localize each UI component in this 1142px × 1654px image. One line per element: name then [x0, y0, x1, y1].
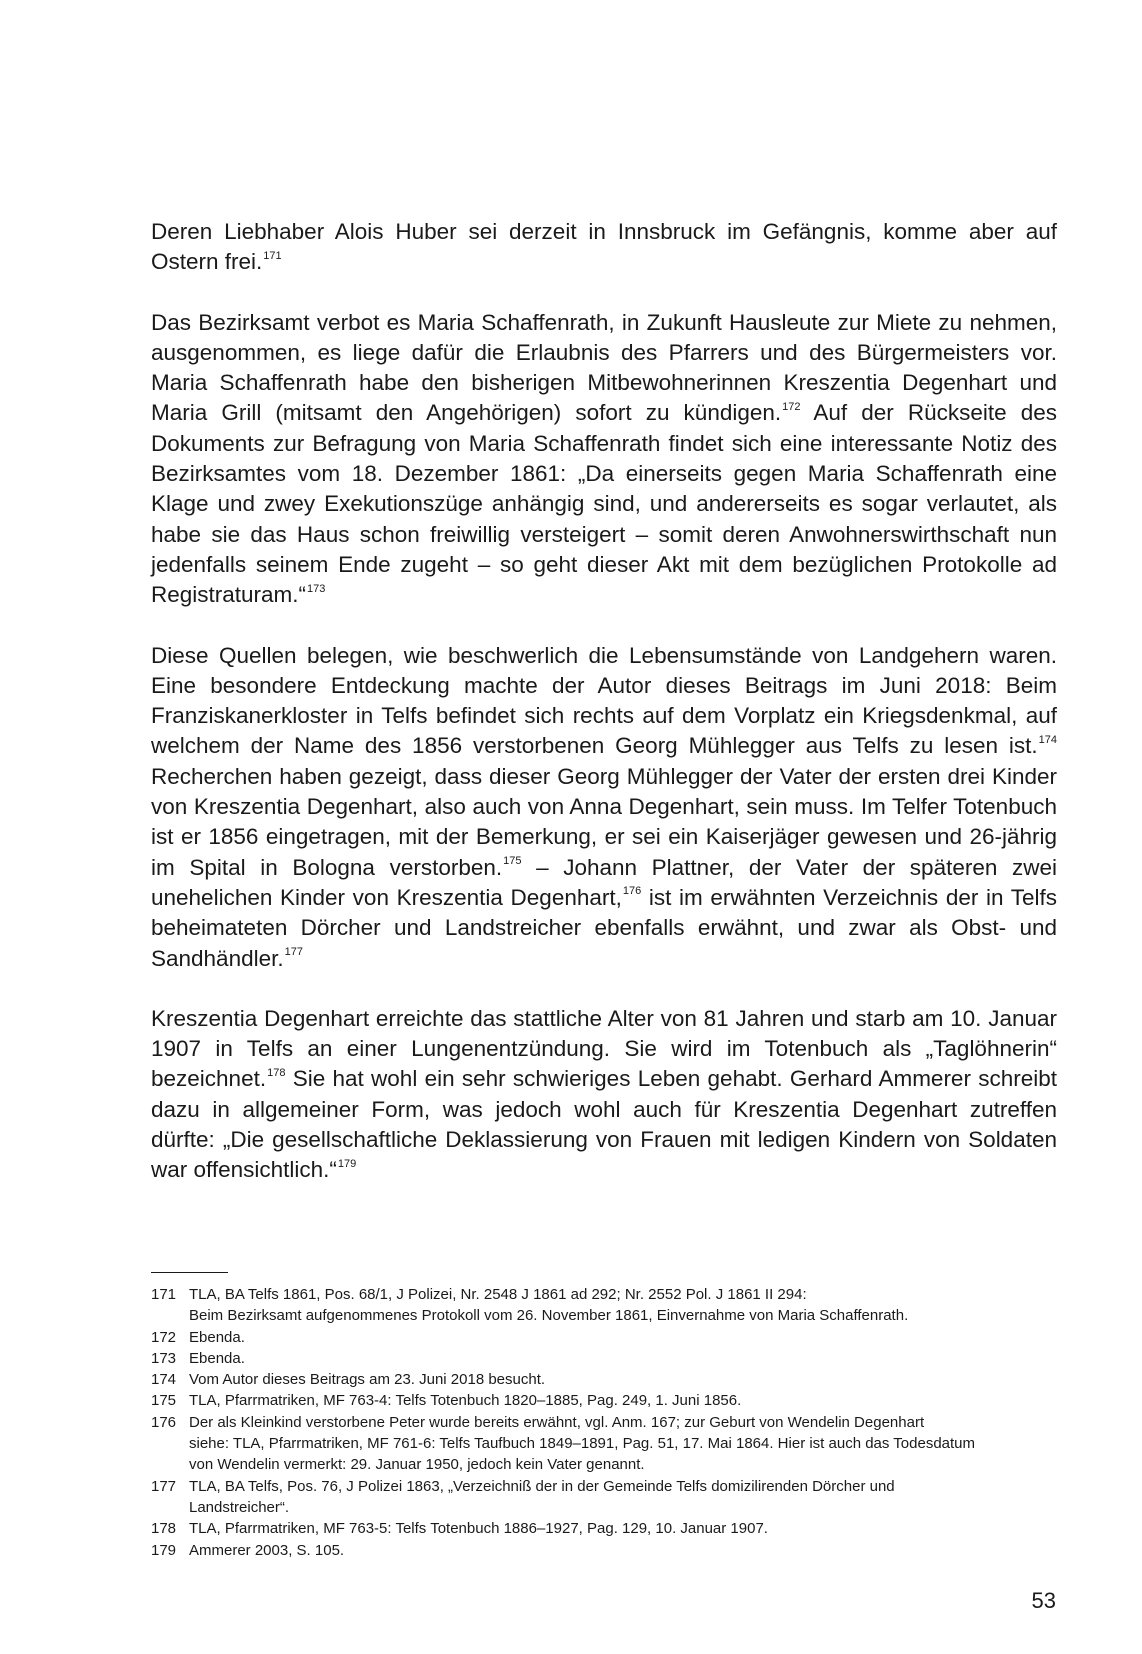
- footnote-text: [189, 1476, 1057, 1519]
- footnote-line: TLA, Pfarrmatriken, MF 763-5: Telfs Totenbuch 1886–1927, Pag. 129, 10. Januar 1907.: [189, 1520, 768, 1538]
- footnote-line: Ebenda.: [189, 1349, 245, 1367]
- footnote-reference: 178: [267, 1066, 286, 1079]
- footnote: [151, 1412, 1057, 1476]
- footnote-line: TLA, Pfarrmatriken, MF 763-4: Telfs Totenbuch 1820–1885, Pag. 249, 1. Juni 1856.: [189, 1392, 742, 1410]
- footnote: [151, 1369, 1057, 1390]
- footnote: [151, 1476, 1057, 1519]
- footnote: [151, 1348, 1057, 1369]
- footnote-line: siehe: TLA, Pfarrmatriken, MF 761-6: Telfs Taufbuch 1849–1891, Pag. 51, 17. Mai 1864. Hier ist auch das Todesdatum: [189, 1435, 976, 1453]
- footnote-number: 177: [151, 1477, 177, 1495]
- page-number: 53: [1031, 1588, 1056, 1613]
- footnote-number: 179: [151, 1541, 177, 1559]
- paragraph: [151, 217, 1057, 278]
- footnote-text: [189, 1348, 1057, 1369]
- footnote-divider: [151, 1272, 228, 1273]
- footnote: [151, 1518, 1057, 1539]
- footnote-text: [189, 1390, 1057, 1411]
- footnote: [151, 1390, 1057, 1411]
- paragraph-text: Recherchen haben gezeigt, dass dieser Georg Mühlegger der Vater der ersten drei Kinder von Kreszentia Degenhart, also auch von Anna Degenhart, sein muss. Im Telfer Totenbuch ist er 1856 eingetragen, mit der Bemerkung, er sei ein Kaiserjäger gewesen und 26-jährig im Spital in Bologna verstorben.: [151, 763, 1057, 880]
- footnote-reference: 175: [503, 855, 522, 868]
- paragraph-text: Diese Quellen belegen, wie beschwerlich die Lebensumstände von Landgehern waren. Eine besondere Entdeckung machte der Autor dieses Beitrags im Juni 2018: Beim Franziskanerkloster in Telfs befindet sich rechts auf dem Vorplatz ein Kriegsdenkmal, auf welchem der Name des 1856 verstorbenen Georg Mühlegger aus Telfs zu lesen ist.: [151, 642, 1057, 759]
- footnote-line: TLA, BA Telfs 1861, Pos. 68/1, J Polizei, Nr. 2548 J 1861 ad 292; Nr. 2552 Pol. J 1861 II 294:: [189, 1286, 807, 1303]
- footnote-text: [189, 1518, 1057, 1539]
- footnote-number: 171: [151, 1286, 177, 1303]
- paragraph-text: Das Bezirksamt verbot es Maria Schaffenrath, in Zukunft Hausleute zur Miete zu nehmen, ausgenommen, es liege dafür die Erlaubnis des Pfarrers und des Bürgermeisters vor. Maria Schaffenrath habe den bisherigen Mitbewohnerinnen Kreszentia Degenhart und Maria Grill (mitsamt den Angehörigen) sofort zu kündigen.: [151, 309, 1057, 426]
- footnote-text: [189, 1412, 1057, 1476]
- paragraph: [151, 1004, 1057, 1186]
- body-text: [151, 217, 1057, 1186]
- footnote-line: Beim Bezirksamt aufgenommenes Protokoll vom 26. November 1861, Einvernahme von Maria Schaffenrath.: [189, 1307, 909, 1325]
- footnote-number: 174: [151, 1371, 177, 1389]
- paragraph-text: Sie hat wohl ein sehr schwieriges Leben gehabt. Gerhard Ammerer schreibt dazu in allgemeiner Form, was jedoch wohl auch für Kreszentia Degenhart zutreffen dürfte: „Die gesellschaftliche Deklassierung von Frauen mit ledigen Kindern von Soldaten war offensichtlich.“: [151, 1066, 1057, 1183]
- footnote-text: [189, 1369, 1057, 1390]
- footnote-line: Der als Kleinkind verstorbene Peter wurde bereits erwähnt, vgl. Anm. 167; zur Geburt von Wendelin Degenhart: [189, 1413, 925, 1431]
- footnote-reference: 179: [337, 1157, 357, 1170]
- footnote-line: Ebenda.: [189, 1328, 245, 1346]
- footnote-reference: 172: [782, 400, 801, 413]
- paragraph-text: Auf der Rückseite des Dokuments zur Befragung von Maria Schaffenrath findet sich eine interessante Notiz des Bezirksamtes vom 18. Dezember 1861: „Da einerseits gegen Maria Schaffenrath eine Klage und zwey Exekutionszüge anhängig sind, und andererseits es sogar verlautet, als habe sie das Haus schon freiwillig versteigert – somit deren Anwohnerswirthschaft nun jedenfalls seinem Ende zugeht – so geht dieser Akt mit dem bezüglichen Protokolle ad Registraturam.“: [151, 400, 1057, 608]
- footnote-reference: 176: [622, 885, 642, 898]
- footnote-text: [189, 1284, 1057, 1327]
- footnote-number: 175: [151, 1392, 177, 1410]
- footnote: [151, 1327, 1057, 1348]
- footnote-number: 176: [151, 1413, 177, 1431]
- footnote-line: Vom Autor dieses Beitrags am 23. Juni 2018 besucht.: [189, 1371, 546, 1389]
- footnote-text: [189, 1327, 1057, 1348]
- footnote-line: von Wendelin vermerkt: 29. Januar 1950, jedoch kein Vater genannt.: [189, 1456, 645, 1474]
- footnote-reference: 173: [307, 582, 326, 595]
- paragraph-text: Deren Liebhaber Alois Huber sei derzeit in Innsbruck im Gefängnis, komme aber auf Ostern frei.: [151, 219, 1057, 275]
- footnote-number: 172: [151, 1328, 177, 1346]
- footnote-number: 178: [151, 1520, 177, 1538]
- paragraph-text: – Johann Plattner, der Vater der späteren zwei unehelichen Kinder von Kreszentia Degenhart,: [151, 854, 1057, 910]
- paragraph: [151, 641, 1057, 974]
- footnotes: [151, 1284, 1057, 1561]
- footnote-text: [189, 1540, 1057, 1561]
- footnote-reference: 174: [1038, 733, 1057, 746]
- footnote-line: Landstreicher“.: [189, 1498, 290, 1516]
- paragraph-text: Kreszentia Degenhart erreichte das stattliche Alter von 81 Jahren und starb am 10. Januar 1907 in Telfs an einer Lungenentzündung. Sie wird im Totenbuch als „Taglöhnerin“ bezeichnet.: [151, 1005, 1057, 1092]
- paragraph-text: ist im erwähnten Verzeichnis der in Telfs beheimateten Dörcher und Landstreicher ebenfalls erwähnt, und zwar als Obst- und Sandhändler.: [151, 884, 1057, 971]
- footnote-line: Ammerer 2003, S. 105.: [189, 1541, 345, 1559]
- paragraph: [151, 308, 1057, 611]
- footnote: [151, 1284, 1057, 1327]
- footnote-reference: 177: [284, 946, 303, 959]
- footnote-reference: 171: [263, 249, 282, 262]
- footnote-number: 173: [151, 1349, 177, 1367]
- footnote-line: TLA, BA Telfs, Pos. 76, J Polizei 1863, „Verzeichniß der in der Gemeinde Telfs domizilirenden Dörcher und: [189, 1477, 895, 1495]
- footnote: [151, 1540, 1057, 1561]
